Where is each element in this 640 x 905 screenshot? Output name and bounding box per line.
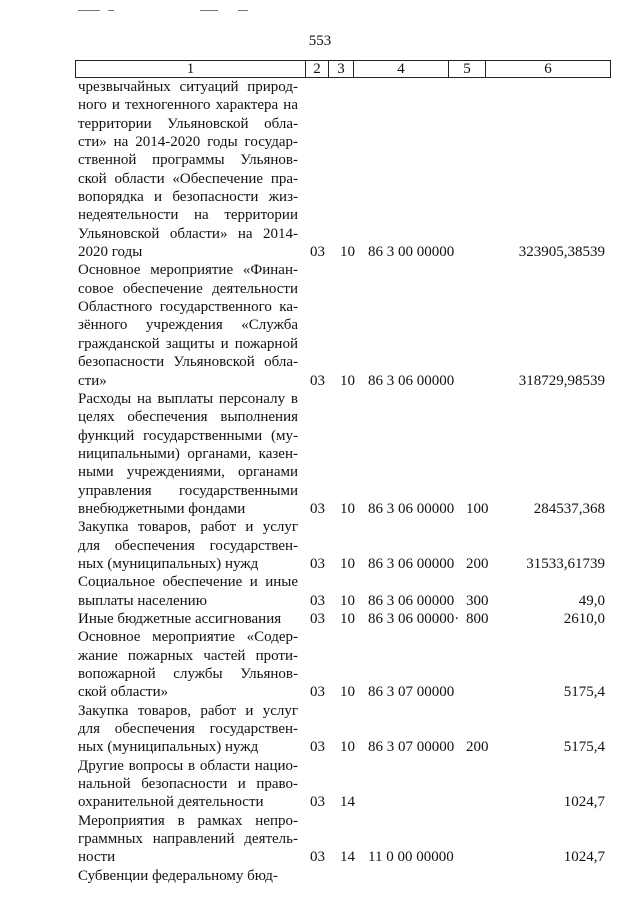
description-line: Ульяновской области» на 2014-: [78, 225, 298, 242]
description-line: ности: [78, 849, 116, 866]
cell-c3: 10: [340, 244, 355, 261]
table-row: [78, 390, 608, 518]
description-line: Основное мероприятие «Финан-: [78, 262, 298, 279]
cell-c3: 10: [340, 739, 355, 756]
table-body: [78, 78, 608, 885]
cell-c3: 10: [340, 610, 355, 627]
cell-c5: 800: [466, 610, 489, 627]
description-line: территории Ульяновской обла-: [78, 115, 298, 132]
column-header: 1: [76, 61, 306, 77]
cell-c2: 03: [310, 555, 325, 572]
table-row: [78, 78, 608, 261]
cell-c2: 03: [310, 684, 325, 701]
row-codes: [78, 372, 608, 390]
cell-c3: 10: [340, 500, 355, 517]
description-line: выплаты населению: [78, 592, 207, 609]
description-line: для обеспечения государствен-: [78, 721, 298, 738]
row-codes: [78, 793, 608, 811]
description-line: вопожарной службы Ульянов-: [78, 666, 298, 682]
cell-c4: 86 3 06 00000: [368, 592, 455, 609]
description-line: для обеспечения государствен-: [78, 537, 298, 554]
cell-c6: 1024,7: [563, 794, 605, 811]
cell-c3: 10: [340, 592, 355, 609]
cell-c4: 86 3 07 00000: [368, 684, 455, 701]
row-codes: [78, 683, 608, 701]
description-line: Другие вопросы в области нацио-: [78, 757, 298, 774]
description-line: чрезвычайных ситуаций природ-: [78, 79, 298, 95]
scan-artifact: [200, 10, 218, 11]
table-row: [78, 261, 608, 389]
column-header: 2: [306, 61, 329, 77]
description-line: охранительной деятельности: [78, 794, 264, 811]
cell-c2: 03: [310, 244, 325, 261]
cell-c2: 03: [310, 794, 325, 811]
cell-c6: 323905,38539: [518, 244, 605, 261]
description-line: Закупка товаров, работ и услуг: [78, 702, 298, 719]
cell-c5: 300: [466, 592, 489, 609]
table-row: [78, 702, 608, 757]
cell-c4: 86 3 07 00000: [368, 739, 455, 756]
table-row: [78, 812, 608, 867]
scan-artifact: [78, 10, 100, 11]
description-line: Областного государственного ка-: [78, 299, 298, 316]
description-line: функций государственными (му-: [78, 427, 298, 444]
description-line: ской области «Обеспечение пра-: [78, 170, 298, 187]
description-line: ской области»: [78, 684, 169, 701]
cell-c3: 10: [340, 684, 355, 701]
description-line: нальной безопасности и право-: [78, 776, 298, 793]
description-line: сти»: [78, 372, 107, 389]
cell-c6: 2610,0: [563, 610, 605, 627]
row-description: [78, 78, 298, 261]
description-line: гражданской защиты и пожарной: [78, 335, 298, 352]
description-line: целях обеспечения выполнения: [78, 409, 298, 426]
table-header: [75, 60, 611, 78]
column-header: 5: [449, 61, 486, 77]
cell-c6: 284537,368: [533, 500, 605, 517]
description-line: ными учреждениями, органами: [78, 464, 298, 481]
cell-c6: 1024,7: [563, 849, 605, 866]
description-line: внебюджетными фондами: [78, 500, 246, 517]
description-line: Субвенции федеральному бюд-: [78, 867, 278, 884]
cell-c4: 11 0 00 00000: [368, 849, 454, 866]
row-codes: [78, 867, 608, 885]
column-header: 4: [354, 61, 449, 77]
description-line: жание пожарных частей проти-: [78, 647, 298, 664]
description-line: Мероприятия в рамках непро-: [78, 812, 298, 829]
description-line: ниципальными) органами, казен-: [78, 445, 298, 462]
row-codes: [78, 610, 608, 628]
cell-c4: 86 3 06 00000·: [368, 610, 460, 627]
row-codes: [78, 555, 608, 573]
cell-c2: 03: [310, 372, 325, 389]
cell-c4: 86 3 00 00000: [368, 244, 455, 261]
description-line: Иные бюджетные ассигнования: [78, 610, 282, 627]
description-line: недеятельности на территории: [78, 207, 298, 224]
description-line: сти» на 2014-2020 годы государ-: [78, 134, 298, 151]
table-row: [78, 757, 608, 812]
cell-c6: 5175,4: [563, 684, 605, 701]
description-line: Расходы на выплаты персоналу в: [78, 390, 298, 407]
description-line: Основное мероприятие «Содер-: [78, 629, 298, 646]
description-line: 2020 годы: [78, 244, 143, 261]
table-row: [78, 573, 608, 610]
row-codes: [78, 738, 608, 756]
scan-artifact: [238, 10, 248, 11]
cell-c3: 14: [340, 794, 355, 811]
cell-c2: 03: [310, 500, 325, 517]
scan-artifact: [108, 10, 114, 11]
cell-c2: 03: [310, 739, 325, 756]
description-line: управления государственными: [78, 482, 298, 499]
cell-c6: 31533,61739: [526, 555, 605, 572]
cell-c4: 86 3 06 00000: [368, 500, 455, 517]
description-line: Закупка товаров, работ и услуг: [78, 519, 298, 536]
description-line: ного и техногенного характера на: [78, 97, 298, 114]
table-row: [78, 610, 608, 628]
column-header: 3: [329, 61, 354, 77]
cell-c3: 10: [340, 372, 355, 389]
description-line: граммных направлений деятель-: [78, 831, 298, 848]
cell-c3: 14: [340, 849, 355, 866]
row-codes: [78, 243, 608, 261]
description-line: ственной программы Ульянов-: [78, 152, 298, 169]
row-codes: [78, 848, 608, 866]
cell-c2: 03: [310, 849, 325, 866]
cell-c4: 86 3 06 00000: [368, 555, 455, 572]
description-line: зённого учреждения «Служба: [78, 317, 298, 334]
column-header: 6: [544, 61, 552, 77]
table-row: [78, 628, 608, 701]
row-codes: [78, 592, 608, 610]
page-number: 553: [308, 33, 332, 49]
cell-c6: 5175,4: [563, 739, 605, 756]
table-row: [78, 518, 608, 573]
description-line: Социальное обеспечение и иные: [78, 574, 298, 591]
description-line: ных (муниципальных) нужд: [78, 555, 259, 572]
cell-c5: 200: [466, 739, 489, 756]
description-line: ных (муниципальных) нужд: [78, 739, 259, 756]
description-line: совое обеспечение деятельности: [78, 280, 298, 297]
cell-c5: 200: [466, 555, 489, 572]
table-row: [78, 867, 608, 885]
description-line: вопорядка и безопасности жиз-: [78, 189, 298, 206]
cell-c2: 03: [310, 610, 325, 627]
cell-c4: 86 3 06 00000: [368, 372, 455, 389]
cell-c2: 03: [310, 592, 325, 609]
description-line: безопасности Ульяновской обла-: [78, 354, 298, 371]
cell-c3: 10: [340, 555, 355, 572]
row-codes: [78, 500, 608, 518]
cell-c5: 100: [466, 500, 489, 517]
cell-c6: 49,0: [578, 592, 605, 609]
cell-c6: 318729,98539: [518, 372, 605, 389]
